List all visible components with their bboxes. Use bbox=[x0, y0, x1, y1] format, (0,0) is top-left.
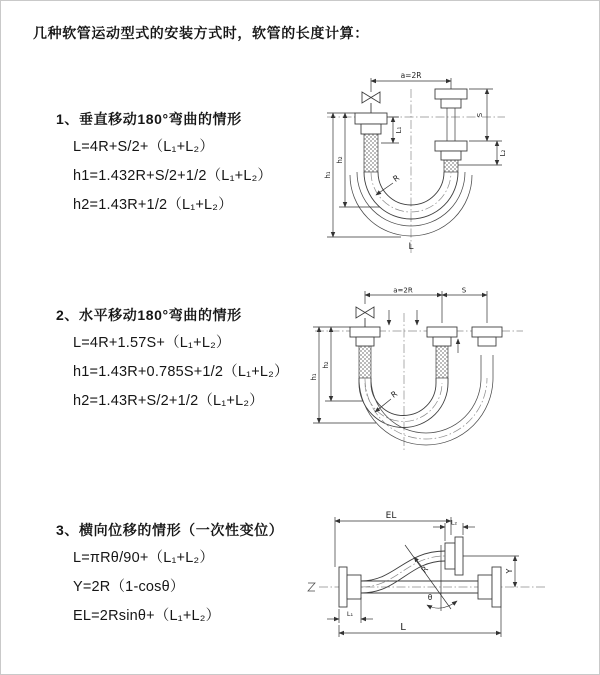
section-1-formula-L: L=4R+S/2+（L₁+L₂） bbox=[73, 139, 215, 155]
valve-icon bbox=[356, 307, 374, 327]
flange bbox=[355, 113, 387, 124]
dim-label-y: Y bbox=[505, 568, 514, 574]
label-angle-theta: θ bbox=[427, 593, 433, 602]
dim-label-h1: h₁ bbox=[324, 171, 332, 179]
axis-break-mark bbox=[308, 583, 315, 591]
flange bbox=[350, 327, 380, 337]
diagram-vertical-180-bend bbox=[301, 67, 521, 262]
dimension-lines bbox=[327, 511, 519, 637]
valve-icon bbox=[362, 92, 380, 113]
flange-neck bbox=[361, 124, 381, 134]
section-3-formula-EL: EL=2Rsinθ+（L₁+L₂） bbox=[73, 608, 221, 624]
flange-neck bbox=[347, 575, 361, 599]
flanges bbox=[350, 327, 502, 346]
flanges bbox=[339, 537, 501, 607]
dimension-lines bbox=[324, 71, 507, 252]
section-1-formula-h1: h1=1.432R+S/2+1/2（L₁+L₂） bbox=[73, 168, 273, 184]
braided-hose-left bbox=[359, 346, 371, 378]
page-title: 几种软管运动型式的安装方式时，软管的长度计算： bbox=[33, 25, 369, 41]
section-1-heading: 1、垂直移动180°弯曲的情形 bbox=[56, 111, 242, 127]
section-3-heading: 3、横向位移的情形（一次性变位） bbox=[56, 522, 284, 538]
flange-neck bbox=[441, 99, 461, 108]
dim-label-l1: L₁ bbox=[346, 610, 354, 618]
flange bbox=[339, 567, 347, 607]
dim-label-s: S bbox=[461, 286, 467, 295]
label-radius-r: R bbox=[391, 173, 402, 184]
dim-label-a2r: a=2R bbox=[400, 71, 422, 80]
hose-u-bends bbox=[359, 346, 493, 445]
section-1 bbox=[56, 105, 326, 220]
flange bbox=[427, 327, 457, 337]
dim-label-el: EL bbox=[385, 511, 397, 521]
dim-label-l2: L₂ bbox=[450, 518, 458, 527]
label-length-l: L bbox=[408, 242, 414, 252]
dim-label-l: L bbox=[400, 622, 406, 633]
flange-neck bbox=[356, 337, 374, 346]
diagram-lateral-displacement bbox=[303, 509, 553, 644]
hose-displaced-bottom-wall bbox=[361, 561, 445, 593]
dim-label-a2r: a=2R bbox=[393, 286, 413, 295]
hose-displaced-top-wall bbox=[361, 551, 445, 581]
label-radius-r: R bbox=[389, 389, 400, 400]
section-2-formula-h2: h2=1.43R+S/2+1/2（L₁+L₂） bbox=[73, 393, 264, 409]
label-radius-r: R bbox=[419, 564, 430, 575]
dim-label-l1: L₁ bbox=[395, 126, 403, 134]
braided-hose-middle bbox=[436, 346, 448, 378]
flange-neck bbox=[441, 151, 461, 160]
dimension-lines bbox=[310, 287, 487, 424]
flange-neck bbox=[433, 337, 451, 346]
dim-label-h2: h₂ bbox=[336, 156, 344, 164]
flange bbox=[455, 537, 463, 575]
section-3 bbox=[56, 516, 326, 631]
braided-hose-left bbox=[364, 134, 378, 172]
diagram-horizontal-180-bend bbox=[297, 283, 532, 463]
dim-label-h1: h₁ bbox=[310, 373, 318, 381]
braided-hose-right bbox=[444, 160, 458, 172]
flange bbox=[435, 89, 467, 99]
dim-label-s: S bbox=[476, 112, 484, 118]
flange bbox=[435, 141, 467, 151]
section-2-heading: 2、水平移动180°弯曲的情形 bbox=[56, 307, 242, 323]
flange bbox=[492, 567, 501, 607]
dim-label-l2: L₂ bbox=[499, 149, 507, 157]
flange bbox=[472, 327, 502, 337]
flange-neck bbox=[445, 543, 455, 569]
section-2-formula-L: L=4R+1.57S+（L₁+L₂） bbox=[73, 335, 231, 351]
section-2-formula-h1: h1=1.43R+0.785S+1/2（L₁+L₂） bbox=[73, 364, 289, 380]
section-3-formula-Y: Y=2R（1-cosθ） bbox=[73, 579, 185, 595]
flange-neck bbox=[478, 575, 492, 599]
flange-neck bbox=[478, 337, 496, 346]
section-1-formula-h2: h2=1.43R+1/2（L₁+L₂） bbox=[73, 197, 233, 213]
dim-label-h2: h₂ bbox=[322, 361, 330, 369]
section-3-formula-L: L=πRθ/90+（L₁+L₂） bbox=[73, 550, 215, 566]
section-2 bbox=[56, 301, 326, 416]
